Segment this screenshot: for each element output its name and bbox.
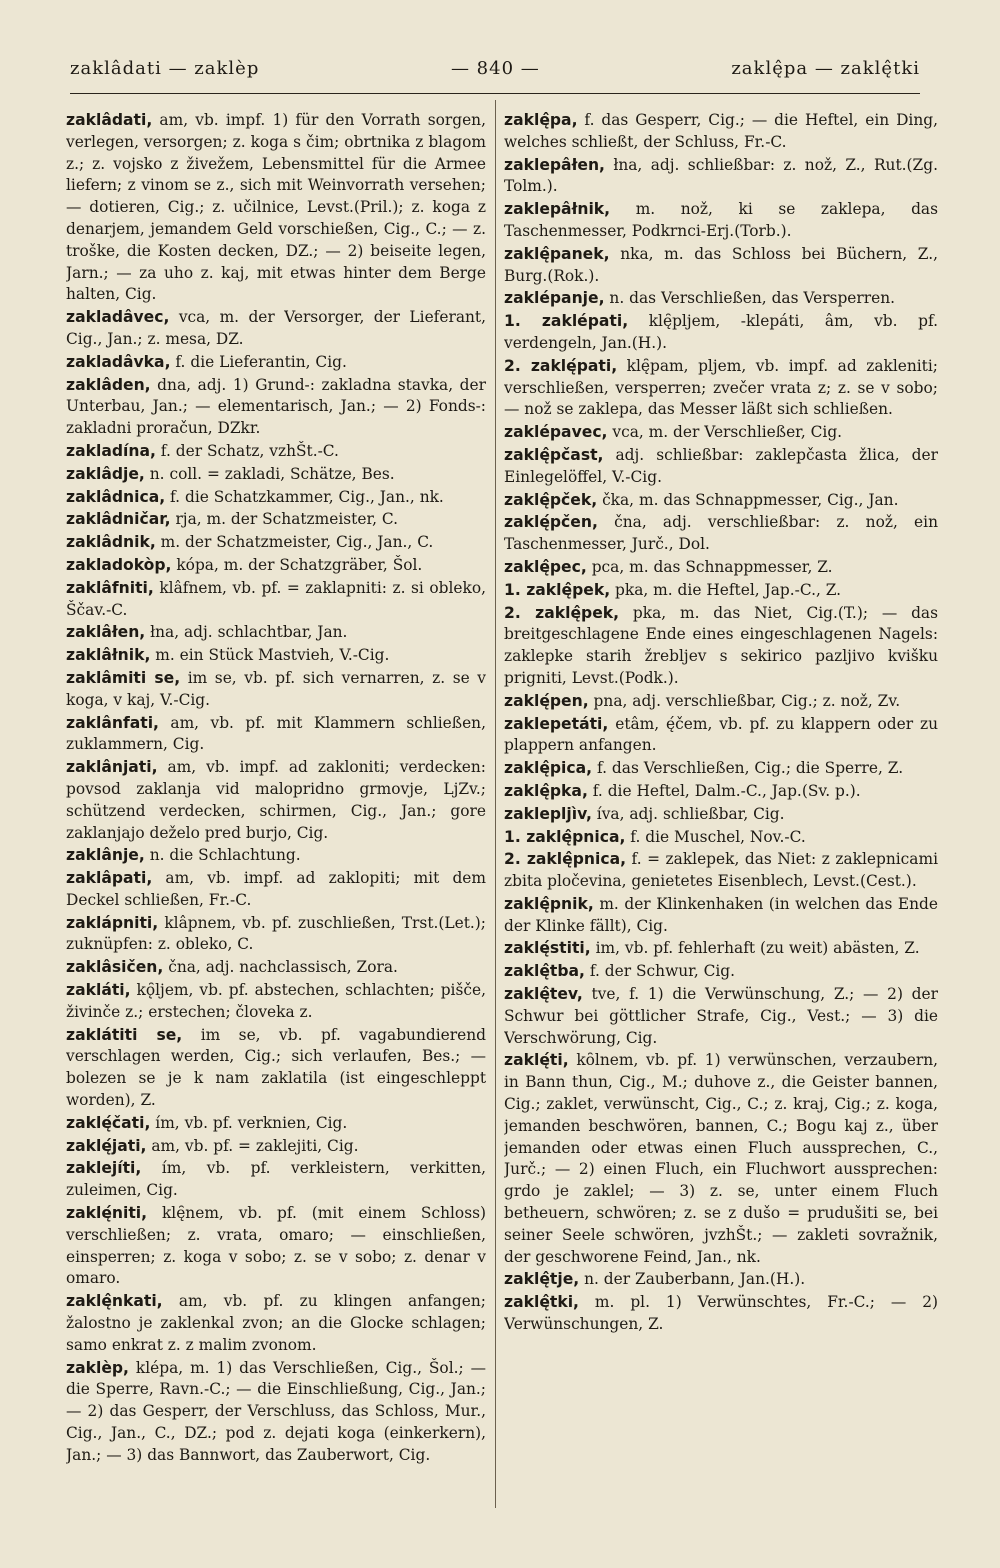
entry-definition: etâm, ę́čem, vb. pf. zu klappern oder zu plappern anfangen. [504, 714, 938, 755]
entry-headword: zaklâłen, [66, 623, 146, 642]
entry-definition: n. das Verschließen, das Versperren. [604, 289, 896, 308]
dictionary-entry [504, 490, 938, 512]
entry-headword: zaklâdnica, [66, 487, 166, 506]
entry-definition: klâfnem, vb. pf. = zaklapniti: z. si obleko, Ščav.-C. [66, 578, 486, 619]
dictionary-entry [504, 445, 938, 489]
entry-headword: zaklepetáti, [504, 714, 609, 733]
entry-headword: zaklę̂nkati, [66, 1292, 163, 1311]
entry-headword: zaklânfati, [66, 713, 159, 732]
page-number: — 840 — [450, 58, 540, 79]
entry-definition: íva, adj. schließbar, Cig. [591, 804, 785, 823]
entry-definition: m. ein Stück Mastvieh, V.-Cig. [150, 646, 390, 665]
entry-headword: 1. zaklę̂pek, [504, 580, 611, 599]
entry-headword: zaklę̂tki, [504, 1293, 579, 1312]
dictionary-entry [66, 913, 486, 957]
dictionary-entry [66, 1203, 486, 1290]
dictionary-entry [504, 110, 938, 154]
entry-headword: 1. zaklépati, [504, 312, 629, 331]
entry-definition: im se, vb. pf. vagabundierend verschlagen werden, Cig.; sich verlaufen, Bes.; — bolezen se je k nam zaklatila (ist eingeschleppt worden), Z. [66, 1025, 486, 1110]
entry-definition: m. der Schatzmeister, Cig., Jan., C. [155, 533, 434, 552]
entry-definition: am, vb. pf. = zaklejiti, Cig. [146, 1136, 359, 1155]
entry-headword: zaklâłnik, [66, 646, 151, 665]
entry-definition: čna, adj. nachclassisch, Zora. [163, 958, 398, 977]
entry-definition: klépa, m. 1) das Verschließen, Cig., Šol.; — die Sperre, Ravn.-C.; — die Einschließung, Cig., Jan.; — 2) das Gesperr, der Verschluss, das Schloss, Mur., Cig., Jan., C., DZ.; pod z. dejati koga (einkerkern), Jan.; — 3) das Bannwort, das Zauberwort, Cig. [66, 1358, 486, 1464]
entry-definition: f. die Lieferantin, Cig. [170, 352, 347, 371]
entry-headword: zaklę́niti, [66, 1204, 148, 1223]
entry-definition: adj. schließbar: zaklepčasta žlica, der Einlegelöffel, V.-Cig. [504, 445, 938, 486]
entry-headword: zaklânjati, [66, 758, 158, 777]
entry-definition: pca, m. das Schnappmesser, Z. [586, 557, 833, 576]
entry-definition: m. pl. 1) Verwünschtes, Fr.-C.; — 2) Verwünschungen, Z. [504, 1293, 938, 1334]
entry-definition: m. der Klinkenhaken (in welchen das Ende der Klinke fällt), Cig. [504, 894, 938, 935]
entry-definition: f. die Muschel, Nov.-C. [625, 827, 806, 846]
entry-headword: zaklâdati, [66, 111, 153, 129]
entry-headword: zaklépanje, [504, 289, 605, 308]
entry-headword: zaklę̂pa, [504, 111, 578, 129]
header-left-guideword: zaklâdati — zaklèp [70, 58, 260, 79]
entry-definition: f. die Schatzkammer, Cig., Jan., nk. [165, 487, 444, 506]
entry-definition: vca, m. der Versorger, der Lieferant, Cig., Jan.; z. mesa, DZ. [66, 308, 486, 348]
entry-headword: zaklátiti se, [66, 1025, 183, 1044]
entry-definition: tve, f. 1) die Verwünschung, Z.; — 2) der Schwur bei göttlicher Strafe, Cig., Vest.; — 3) die Verschwörung, Cig. [504, 985, 938, 1047]
dictionary-entry [504, 311, 938, 355]
entry-definition: pna, adj. verschließbar, Cig.; z. nož, Zv. [588, 691, 901, 710]
entry-headword: zaklepljìv, [504, 804, 592, 823]
entry-headword: zaklâmiti se, [66, 668, 181, 687]
entry-definition: klâpnem, vb. pf. zuschließen, Trst.(Let.); zuknüpfen: z. obleko, C. [66, 913, 486, 954]
entry-headword: zakladâvec, [66, 308, 170, 327]
dictionary-entry [504, 984, 938, 1049]
entry-headword: zakladokòp, [66, 555, 172, 574]
entry-definition: čna, adj. verschließbar: z. nož, ein Taschenmesser, Jurč., Dol. [504, 513, 938, 554]
entry-definition: kȏlnem, vb. pf. 1) verwünschen, verzaubern, in Bann thun, Cig., M.; duhove z., die Geister bannen, Cig.; zaklet, verwünscht, Cig., C.; z. kraj, Cig.; z. koga, jemanden beschwören, bannen, C.; Bogu kaj z., über jemanden oder etwas einen Fluch aussprechen, C., Jurč.; — 2) einen Fluch, ein Fluchwort aussprechen: grdo je zaklel; — 3) z. se, unter einem Fluch betheuern, schwören; z. se z dušo = prudušiti se, bei seiner Seele schwören, jvzhŠt.; — zakleti sovražnik, der geschworene Feind, Jan., nk. [504, 1051, 938, 1266]
dictionary-entry [504, 758, 938, 780]
dictionary-entry [504, 714, 938, 758]
entry-headword: zaklépavec, [504, 423, 608, 442]
entry-headword: zaklę̂pka, [504, 781, 588, 800]
dictionary-entry [66, 1136, 486, 1158]
entry-definition: am, vb. impf. ad zaklopiti; mit dem Deckel schließen, Fr.-C. [66, 869, 486, 909]
dictionary-entry [504, 356, 938, 421]
dictionary-entry [66, 375, 486, 440]
dictionary-entry [504, 938, 938, 960]
dictionary-entry [66, 352, 486, 374]
dictionary-entry [504, 1269, 938, 1291]
entry-headword: zaklę́jati, [66, 1136, 147, 1155]
dictionary-entry [504, 1050, 938, 1268]
entry-headword: zaklejíti, [66, 1159, 142, 1178]
dictionary-entry [504, 961, 938, 983]
dictionary-entry [504, 894, 938, 938]
dictionary-entry [504, 580, 938, 602]
entry-headword: zaklâdničar, [66, 510, 171, 529]
dictionary-entry [66, 1158, 486, 1202]
entry-headword: zaklę́stiti, [504, 939, 591, 958]
entry-headword: zakladâvka, [66, 352, 171, 371]
entry-definition: nka, m. das Schloss bei Büchern, Z., Burg.(Rok.). [504, 244, 938, 285]
entry-headword: zaklę́ti, [504, 1051, 569, 1070]
dictionary-entry [504, 827, 938, 849]
dictionary-entry [66, 845, 486, 867]
entry-headword: zaklę̂pček, [504, 490, 598, 509]
entry-definition: f. die Heftel, Dalm.-C., Jap.(Sv. p.). [587, 781, 861, 800]
dictionary-entry [66, 980, 486, 1024]
column-divider [495, 100, 496, 1508]
entry-headword: zaklę̂tba, [504, 962, 585, 981]
entry-definition: im, vb. pf. fehlerhaft (zu weit) abästen, Z. [590, 939, 920, 958]
dictionary-entry [504, 804, 938, 826]
entry-headword: zaklę̂pčast, [504, 445, 604, 464]
entry-definition: ím, vb. pf. verkleistern, verkitten, zuleimen, Cig. [66, 1159, 486, 1200]
entry-headword: 2. zaklę̂pek, [504, 603, 620, 622]
entry-headword: 2. zaklę̂pnica, [504, 850, 627, 869]
entry-headword: zaklę̂pica, [504, 759, 593, 778]
entry-headword: zaklę̂pnik, [504, 894, 594, 913]
entry-headword: zaklę́pen, [504, 691, 589, 710]
dictionary-entry [66, 1025, 486, 1112]
dictionary-entry [66, 509, 486, 531]
entry-definition: f. das Gesperr, Cig.; — die Heftel, ein Ding, welches schließt, der Schluss, Fr.-C. [504, 111, 938, 151]
entry-definition: łna, adj. schließbar: z. nož, Z., Rut.(Zg. Tolm.). [504, 155, 938, 196]
entry-headword: zaklę́čati, [66, 1113, 151, 1132]
entry-headword: zaklę́pčen, [504, 513, 598, 532]
entry-headword: zaklę̂panek, [504, 244, 610, 263]
entry-headword: zaklepâłnik, [504, 200, 611, 219]
dictionary-entry [66, 1291, 486, 1356]
dictionary-entry [504, 603, 938, 690]
entry-definition: am, vb. pf. mit Klammern schließen, zuklammern, Cig. [66, 713, 486, 754]
entry-headword: 1. zaklę̂pnica, [504, 827, 626, 846]
entry-headword: zakláti, [66, 981, 131, 1000]
dictionary-entry [66, 1113, 486, 1135]
dictionary-entry [66, 555, 486, 577]
entry-definition: f. der Schwur, Cig. [584, 962, 736, 981]
entry-definition: klę̑pljem, -klepáti, âm, vb. pf. verdengeln, Jan.(H.). [504, 312, 938, 352]
entry-headword: 2. zaklę́pati, [504, 356, 618, 375]
entry-definition: rja, m. der Schatzmeister, C. [170, 510, 399, 529]
dictionary-entry [66, 668, 486, 712]
dictionary-entry [66, 307, 486, 351]
dictionary-entry [66, 645, 486, 667]
entry-definition: klę̑pam, pljem, vb. impf. ad zakleniti; verschließen, versperren; zvečer vrata z; z. se v sobo; — nož se zaklepa, das Messer läßt sich schließen. [504, 356, 938, 419]
dictionary-entry [66, 757, 486, 844]
dictionary-entry [66, 1358, 486, 1467]
entry-headword: zaklâsičen, [66, 958, 164, 977]
entry-headword: zaklâden, [66, 375, 151, 394]
dictionary-entry [66, 487, 486, 509]
dictionary-entry [66, 622, 486, 644]
entry-headword: zaklâfniti, [66, 578, 154, 597]
dictionary-entry [504, 422, 938, 444]
dictionary-entry [504, 781, 938, 803]
dictionary-entry [66, 713, 486, 757]
entry-headword: zaklâdnik, [66, 533, 156, 552]
entry-definition: m. nož, ki se zaklepa, das Taschenmesser, Podkrnci-Erj.(Torb.). [504, 200, 938, 240]
dictionary-entry [66, 464, 486, 486]
entry-definition: vca, m. der Verschließer, Cig. [607, 423, 843, 442]
entry-definition: n. coll. = zakladi, Schätze, Bes. [144, 464, 395, 483]
entry-definition: kópa, m. der Schatzgräber, Šol. [171, 555, 423, 574]
entry-definition: n. die Schlachtung. [144, 846, 301, 865]
entry-definition: f. der Schatz, vzhŠt.-C. [155, 441, 339, 460]
entry-definition: ím, vb. pf. verknien, Cig. [150, 1113, 348, 1132]
entry-headword: zaklę̂tje, [504, 1270, 580, 1289]
entry-definition: am, vb. pf. zu klingen anfangen; žalostno je zaklenkal zvon; an die Glocke schlagen; samo enkrat z. z malim zvonom. [66, 1292, 486, 1354]
entry-definition: im se, vb. pf. sich vernarren, z. se v koga, v kaj, V.-Cig. [66, 668, 486, 709]
entry-headword: zaklę̂tev, [504, 985, 583, 1004]
entry-definition: łna, adj. schlachtbar, Jan. [145, 623, 348, 642]
entry-headword: zakladína, [66, 441, 156, 460]
entry-headword: zaklâdje, [66, 464, 145, 483]
header-rule [70, 93, 920, 94]
right-column [504, 110, 938, 1532]
entry-definition: klę̑nem, vb. pf. (mit einem Schloss) verschließen; z. vrata, omaro; — einschließen, einsperren; z. koga v sobo; z. se v sobo; z. denar v omaro. [66, 1204, 486, 1288]
dictionary-entry [504, 155, 938, 199]
dictionary-entry [66, 532, 486, 554]
entry-headword: zaklânje, [66, 846, 145, 865]
entry-definition: n. der Zauberbann, Jan.(H.). [579, 1270, 806, 1289]
dictionary-entry [66, 110, 486, 306]
entry-definition: dna, adj. 1) Grund-: zakladna stavka, der Unterbau, Jan.; — elementarisch, Jan.; — 2) Fonds-: zakladni proračun, DZkr. [66, 375, 486, 438]
dictionary-entry [504, 244, 938, 288]
entry-headword: zaklâpati, [66, 869, 153, 888]
dictionary-entry [66, 868, 486, 912]
dictionary-entry [504, 288, 938, 310]
dictionary-entry [66, 957, 486, 979]
entry-definition: pka, m. das Niet, Cig.(T.); — das breitgeschlagene Ende eines eingeschlagenen Nagels: zaklepke starih žrebljev s sekirico pazljivo kvišku prigniti, Levst.(Podk.). [504, 603, 938, 687]
entry-headword: zaklápniti, [66, 913, 159, 932]
entry-definition: f. das Verschließen, Cig.; die Sperre, Z. [592, 759, 904, 778]
entry-definition: kǫ̑ljem, vb. pf. abstechen, schlachten; pišče, živinče z.; erstechen; človeka z. [66, 981, 486, 1021]
dictionary-entry [66, 441, 486, 463]
dictionary-entry [504, 199, 938, 243]
dictionary-entry [66, 578, 486, 622]
running-head [70, 58, 920, 92]
dictionary-entry [504, 849, 938, 893]
dictionary-entry [504, 691, 938, 713]
header-right-guideword: zaklę̂pa — zaklę̂tki [731, 58, 920, 79]
entry-definition: am, vb. impf. 1) für den Vorrath sorgen, verlegen, versorgen; z. koga s čim; obrtnika z blagom z.; z. vojsko z živežem, Lebensmittel für die Armee liefern; z vinom se z., sich mit Weinvorrath versehen; — dotieren, Cig.; z. učilnice, Levst.(Pril.); z. koga z denarjem, jemandem Geld vorschießen, Cig., C.; — z. troške, die Kosten decken, DZ.; — 2) beiseite legen, Jarn.; — za uho z. kaj, mit etwas hinter dem Berge halten, Cig. [66, 111, 486, 304]
entry-headword: zaklèp, [66, 1358, 129, 1377]
dictionary-entry [504, 512, 938, 556]
entry-headword: zaklepâłen, [504, 155, 605, 174]
dictionary-entry [504, 557, 938, 579]
entry-definition: čka, m. das Schnappmesser, Cig., Jan. [597, 490, 899, 509]
dictionary-entry [504, 1292, 938, 1336]
entry-headword: zaklę̂pec, [504, 557, 587, 576]
entry-definition: am, vb. impf. ad zakloniti; verdecken: povsod zaklanja vid malopridno grmovje, LjZv.; schützend verdecken, schirmen, Cig., Jan.; gore zaklanjajo deželo pred burjo, Cig. [66, 758, 486, 842]
entry-definition: f. = zaklepek, das Niet: z zaklepnicami zbita pločevina, genietetes Eisenblech, Levst.(Cest.). [504, 850, 938, 891]
left-column [66, 110, 486, 1532]
entry-definition: pka, m. die Heftel, Jap.-C., Z. [610, 580, 842, 599]
